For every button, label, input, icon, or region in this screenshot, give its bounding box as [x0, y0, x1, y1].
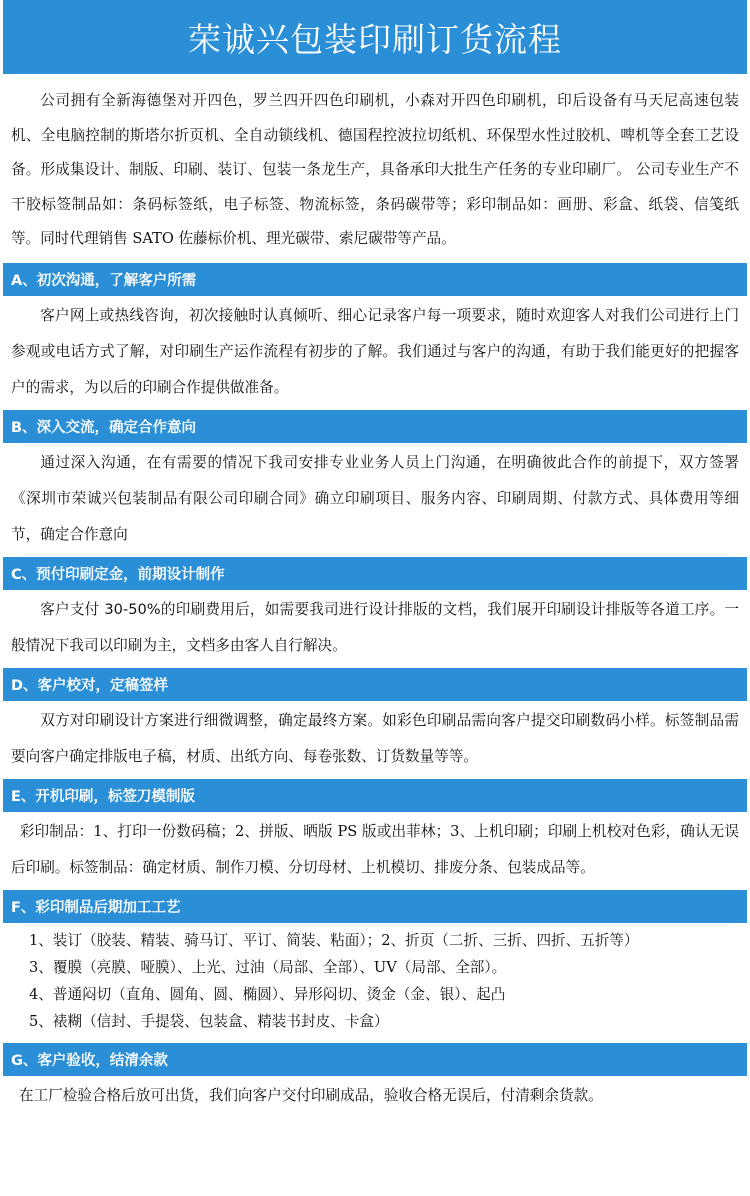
section-body-b: 通过深入沟通，在有需要的情况下我司安排专业业务人员上门沟通，在明确彼此合作的前提下，双方签署《深圳市荣诚兴包装制品有限公司印刷合同》确立印刷项目、服务内容、印刷周期、付款方式、具体费用等细节，确定合作意向	[11, 453, 739, 543]
page-title: 荣诚兴包装印刷订货流程	[188, 19, 562, 59]
list-item: 4、普通闷切（直角、圆角、圆、椭圆）、异形闷切、烫金（金、银）、起凸	[29, 985, 506, 1003]
section-body-e: 彩印制品：1、打印一份数码稿；2、拼版、晒版 PS 版或出菲林；3、上机印刷；印刷上机校对色彩，确认无误后印刷。标签制品：确定材质、制作刀模、分切母材、上机模切、排废分条、包装成品等。	[11, 822, 739, 876]
section-heading-b: B、深入交流，确定合作意向	[3, 410, 747, 443]
list-item: 5、裱糊（信封、手提袋、包装盒、精装书封皮、卡盒）	[29, 1012, 389, 1030]
section-heading-f: F、彩印制品后期加工工艺	[3, 890, 747, 923]
section-heading-d: D、客户校对，定稿签样	[3, 668, 747, 701]
section-heading-g: G、客户验收，结清余款	[3, 1043, 747, 1076]
deposit-percentage: 30-50%	[104, 600, 161, 618]
section-body-c-pre: 客户支付	[40, 600, 105, 618]
section-body-d: 双方对印刷设计方案进行细微调整，确定最终方案。如彩色印刷品需向客户提交印刷数码小样。标签制品需要向客户确定排版电子稿，材质、出纸方向、每卷张数、订货数量等等。	[11, 711, 739, 765]
list-item: 3、覆膜（亮膜、哑膜）、上光、过油（局部、全部）、UV（局部、全部）。	[29, 958, 507, 976]
section-heading-a: A、初次沟通，了解客户所需	[3, 263, 747, 296]
list-item: 1、装订（胶装、精装、骑马订、平订、简装、粘面）；2、折页（二折、三折、四折、五折等）	[29, 931, 639, 949]
title-banner	[3, 0, 747, 74]
section-body-c	[3, 590, 747, 664]
section-body-g: 在工厂检验合格后放可出货，我们向客户交付印刷成品，验收合格无误后，付清剩余货款。	[19, 1086, 603, 1104]
section-body-a: 客户网上或热线咨询，初次接触时认真倾听、细心记录客户每一项要求，随时欢迎客人对我们公司进行上门参观或电话方式了解，对印刷生产运作流程有初步的了解。我们通过与客户的沟通，有助于我们能更好的把握客户的需求，为以后的印刷合作提供做准备。	[11, 306, 739, 396]
section-body-c-post: 的印刷费用后，如需要我司进行设计排版的文档，我们展开印刷设计排版等各道工序。一般情况下我司以印刷为主，文档多由客人自行解决。	[11, 600, 740, 654]
section-heading-c: C、预付印刷定金，前期设计制作	[3, 557, 747, 590]
process-list	[3, 923, 747, 1035]
page	[3, 0, 747, 1114]
intro-paragraph: 公司拥有全新海德堡对开四色，罗兰四开四色印刷机，小森对开四色印刷机，印后设备有马天尼高速包装机、全电脑控制的斯塔尔折页机、全自动锁线机、德国程控波拉切纸机、环保型水性过胶机、啤机等全套工艺设备。形成集设计、制版、印刷、装订、包装一条龙生产，具备承印大批生产任务的专业印刷厂。 公司专业生产不干胶标签制品如：条码标签纸，电子标签、物流标签，条码碳带等；彩印制品如：画册、彩盒、纸袋、信笺纸等。同时代理销售 SATO 佐藤标价机、理光碳带、索尼碳带等产品。	[11, 92, 739, 247]
section-heading-e: E、开机印刷，标签刀模制版	[3, 779, 747, 812]
